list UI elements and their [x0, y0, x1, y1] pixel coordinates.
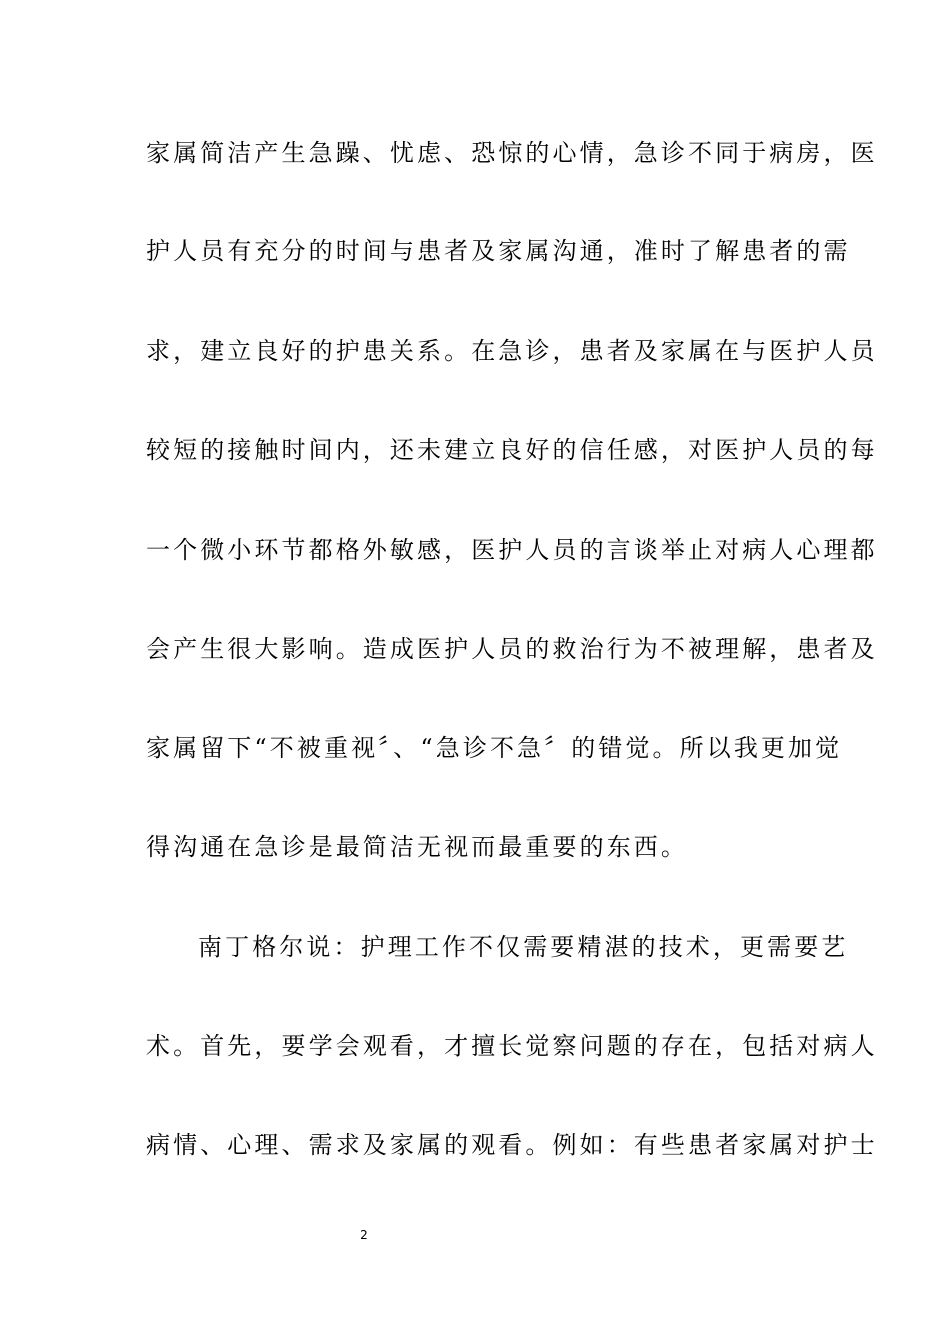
paragraph-start-line-9: 南丁格尔说：护理工作不仅需要精湛的技术，更需要艺 [198, 933, 849, 961]
body-text-line-3: 求，建立良好的护患关系。在急诊，患者及家属在与医护人员 [146, 337, 878, 365]
body-text-line-4: 较短的接触时间内，还未建立良好的信任感，对医护人员的每 [146, 436, 878, 464]
body-text-line-8: 得沟通在急诊是最简洁无视而最重要的东西。 [146, 833, 688, 861]
body-text-line-6: 会产生很大影响。造成医护人员的救治行为不被理解，患者及 [146, 635, 878, 663]
body-text-line-10: 术。首先，要学会观看，才擅长觉察问题的存在，包括对病人 [146, 1032, 878, 1060]
body-text-line-1: 家属简洁产生急躁、忧虑、恐惊的心情，急诊不同于病房，医 [146, 139, 878, 167]
page-number: 2 [360, 1228, 368, 1242]
body-text-line-5: 一个微小环节都格外敏感，医护人员的言谈举止对病人心理都 [146, 536, 878, 564]
body-text-line-11: 病情、心理、需求及家属的观看。例如：有些患者家属对护士 [146, 1131, 878, 1159]
body-text-line-2: 护人员有充分的时间与患者及家属沟通，准时了解患者的需 [146, 237, 851, 265]
body-text-line-7: 家属留下“不被重视〞、“急诊不急〞的错觉。所以我更加觉 [146, 734, 843, 762]
